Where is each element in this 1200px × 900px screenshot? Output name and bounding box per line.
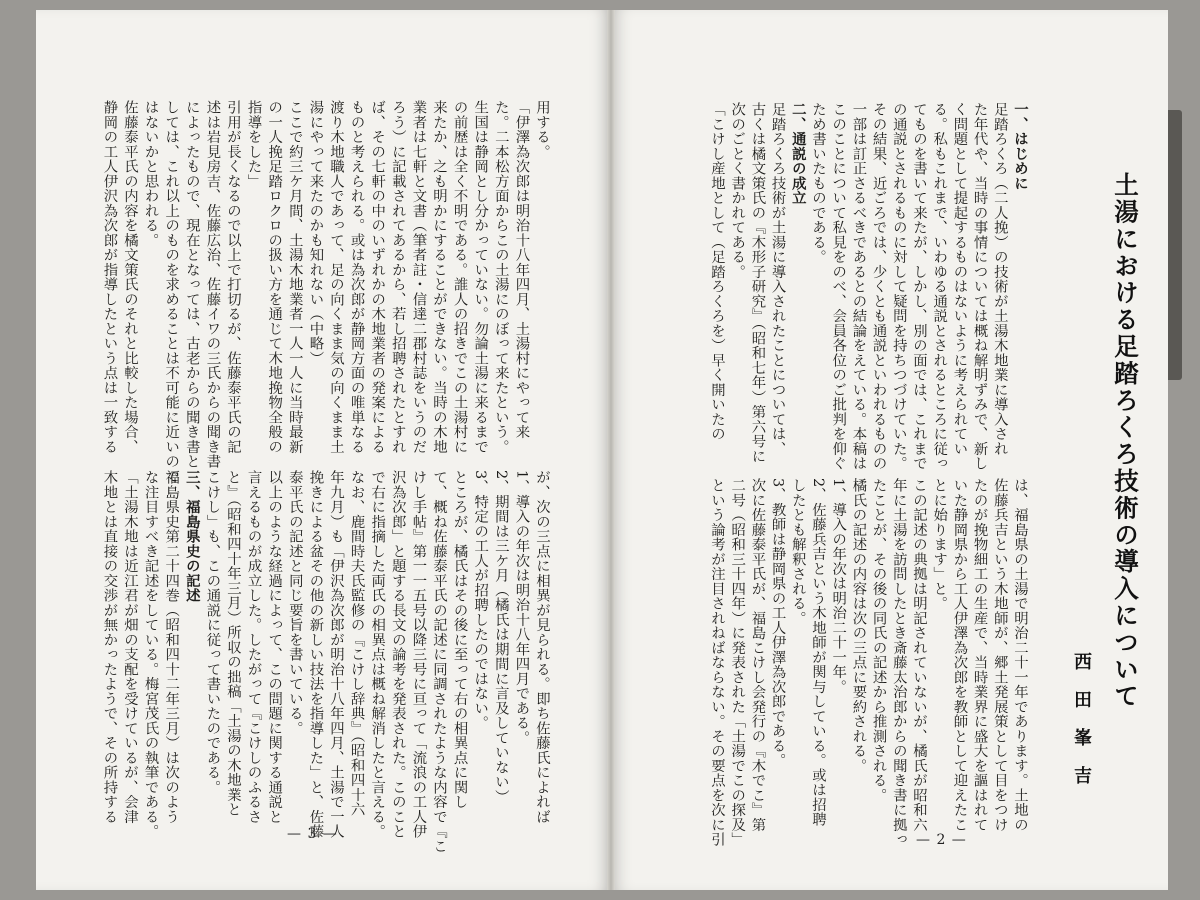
body-line: の前歴は全く不明である。誰人の招きでこの土湯村に (451, 100, 468, 454)
body-line: 古くは橘文策氏の『木形子研究』（昭和七年）第六号に (749, 102, 766, 464)
body-line: の通説とされるものに対して疑問を持ちつづけていた。 (890, 102, 907, 471)
body-line: る。私もこれまで、いわゆる通説とされるところに従っ (931, 102, 948, 471)
body-line: 湯にやって来たのかも知れない（中略） (307, 100, 324, 366)
body-line: 1、導入の年次は明治十八年四月である。 (513, 470, 530, 746)
body-line: 足踏ろくろ（二人挽）の技術が土湯木地業に導入され (991, 102, 1008, 456)
body-line: 挽きによる盆その他の新しい技法を指導した」と、佐藤 (307, 470, 324, 839)
body-line: 3、特定の工人が招聘したのではない。 (472, 470, 489, 731)
body-line: く問題として提起するものはないように考えられてい (951, 102, 968, 456)
page-number-right: — 2 — (916, 832, 967, 848)
body-line: 生国は静岡とし分かっていない。勿論土湯に来るまで (472, 100, 489, 454)
body-line: 来たか、之も明かにすることができない。当時の木地 (431, 100, 447, 454)
body-line: とに始ります」と。 (931, 478, 948, 611)
body-line: たのが挽物細工の生産で、当時業界に盛大を謳はれて (971, 478, 988, 832)
body-line: この記述の典拠は明記されていないが、橘氏が昭和六 (911, 478, 927, 832)
body-line: 泰平氏の記述と同じ要旨を書いている。 (286, 470, 303, 736)
body-line: 2、佐藤兵吉という木地師が関与している。或は招聘 (810, 478, 826, 827)
article-title: 土湯における足踏ろくろ技術の導入について (1111, 172, 1140, 710)
body-line: た年代や、当時の事情については概ね解明ずみで、新し (971, 102, 988, 471)
body-line: 言えるものが成立した。したがって『こけしのふるさ (245, 470, 262, 824)
page-number-left: — 3 — (287, 826, 338, 842)
body-line: ば、その七軒の中のいずれかの木地業者の発案による (369, 100, 386, 454)
body-line: 用する。 (534, 100, 550, 159)
body-line: 「伊澤為次郎は明治十八年四月、土湯村にやって来 (513, 100, 530, 440)
body-line: 三、福島県史の記述 (183, 470, 200, 603)
body-line: が、次の三点に相異が見られる。即ち佐藤氏によれば (534, 470, 550, 824)
page-edge-stack (1168, 110, 1182, 380)
body-line: 2、期間は三ケ月（橘氏は期間に言及していない） (492, 470, 509, 805)
body-line: 「土湯木地は近江君が畑の支配を受けているが、会津 (122, 470, 138, 824)
body-line: 木地とは直接の交渉が無かったようで、その所持する (101, 470, 118, 824)
body-line: たことが、その後の同氏の記述から推測される。 (870, 478, 887, 803)
body-line: 引用が長くなるので以上で打切るが、佐藤泰平氏の記 (225, 100, 241, 454)
body-line: その結果、近ごろでは、少くとも通説といわれるものの (870, 102, 887, 471)
body-line: 次のごとく書かれてある。 (729, 102, 746, 279)
body-line: けし手帖』第一一五号以降三号に亘って「流浪の工人伊 (410, 470, 427, 839)
body-line: なお、鹿間時夫氏監修の『こけし辞典』（昭和四十六 (348, 470, 365, 817)
body-line: 述は岩見房吉、佐藤広治、佐藤イワの三氏からの聞き書 (204, 100, 221, 469)
body-line: いた静岡県から工人伊澤為次郎を教師として迎えたこ (951, 478, 968, 832)
body-line: てものを書いて来たが、しかし、別の面では、これまで (911, 102, 927, 471)
body-line: ため書いたものである。 (810, 102, 826, 265)
body-line: は、福島県の土湯で明治二十一年であります。土地の (1012, 478, 1028, 832)
body-line: 二、通説の成立 (789, 102, 806, 206)
body-line: 次に佐藤泰平氏が、福島こけし会発行の『木でこ』第 (749, 478, 766, 832)
body-line: と』（昭和四十年三月）所収の拙稿「土湯の木地業と (225, 470, 241, 817)
body-line: 業者は七軒と文書（筆者註・信達二郡村誌をいうのだ (410, 100, 427, 454)
body-line: 沢為次郎」と題する長文の論考を発表された。このこと (389, 470, 406, 839)
body-line: 渡り木地職人であって、足の向くまま気の向くまま土 (328, 100, 344, 454)
body-line: ここで約三ケ月間、土湯木地業者一人一人に当時最新 (286, 100, 303, 454)
body-line: 指導をした」 (245, 100, 262, 189)
body-line: 年に土湯を訪問したとき斎藤太治郎からの聞き書に拠っ (890, 478, 907, 847)
body-line: の一人挽足踏ロクロの扱い方を通じて木地挽物全般の (266, 100, 283, 454)
book-spine (607, 10, 615, 890)
body-line: はないかと思われる。 (142, 100, 159, 248)
body-line: 以上のような経過によって、この問題に関する通説と (266, 470, 283, 824)
body-line: こけし」も、この通説に従って書いたのである。 (204, 470, 221, 795)
body-line: て、概ね佐藤泰平氏の記述に同調されたような内容で『こ (431, 470, 447, 854)
body-line: な注目すべき記述をしている。梅宮茂氏の執筆である。 (142, 470, 159, 839)
body-line: このことについて私見をのべ、会員各位のご批判を仰ぐ (830, 102, 847, 471)
body-line: 1、導入の年次は明治二十一年。 (830, 478, 847, 695)
body-line: しては、これ以上のものを求めることは不可能に近いので (163, 100, 180, 484)
body-line: という論考が注目されねばならない。その要点を次に引 (709, 478, 725, 847)
body-line: た。二本松方面からこの土湯にのぼって来たという。 (492, 100, 509, 454)
body-line: 佐藤泰平氏の内容を橘文策氏のそれと比較した場合、 (122, 100, 138, 454)
body-line: 静岡の工人伊沢為次郎が指導したという点は一致する (101, 100, 118, 454)
body-line: ものと考えられる。或は為次郎が静岡方面の唯単なる (348, 100, 365, 454)
body-line: で右に指摘した両氏の相異点は概ね解消したと言える。 (369, 470, 386, 839)
body-line: 佐藤兵吉という木地師が、郷土発展策として目をつけ (991, 478, 1008, 832)
body-line: 年九月）も「伊沢為次郎が明治十八年四月、土湯で一人 (328, 470, 344, 839)
body-line: 二号（昭和三十四年）に発表された「土湯でこの探及」 (729, 478, 746, 847)
body-line: 福島県史第二十四巻（昭和四十二年三月）は次のよう (163, 470, 180, 824)
body-line: 「こけし産地として（足踏ろくろを）早く開いたの (709, 102, 725, 442)
body-line: 足踏ろくろ技術が土湯に導入されたことについては、 (769, 102, 786, 456)
body-line: によったもので、現在となっては、古老からの聞き書と (183, 100, 200, 469)
body-line: したとも解釈される。 (789, 478, 806, 626)
author-name: 西田峯吉 (1071, 652, 1092, 804)
body-line: 橘氏の記述の内容は次の三点に要約される。 (850, 478, 867, 773)
body-line: ろう）に記載されてあるから、若し招聘されたとすれ (389, 100, 406, 454)
body-line: ところが、橘氏はその後に至って右の相異点に関し (451, 470, 468, 810)
body-line: 一、はじめに (1012, 102, 1028, 191)
body-line: 3、教師は静岡県の工人伊澤為次郎である。 (769, 478, 786, 768)
body-line: 一部は訂正さるべきであるとの結論をえている。本稿は (850, 102, 867, 471)
